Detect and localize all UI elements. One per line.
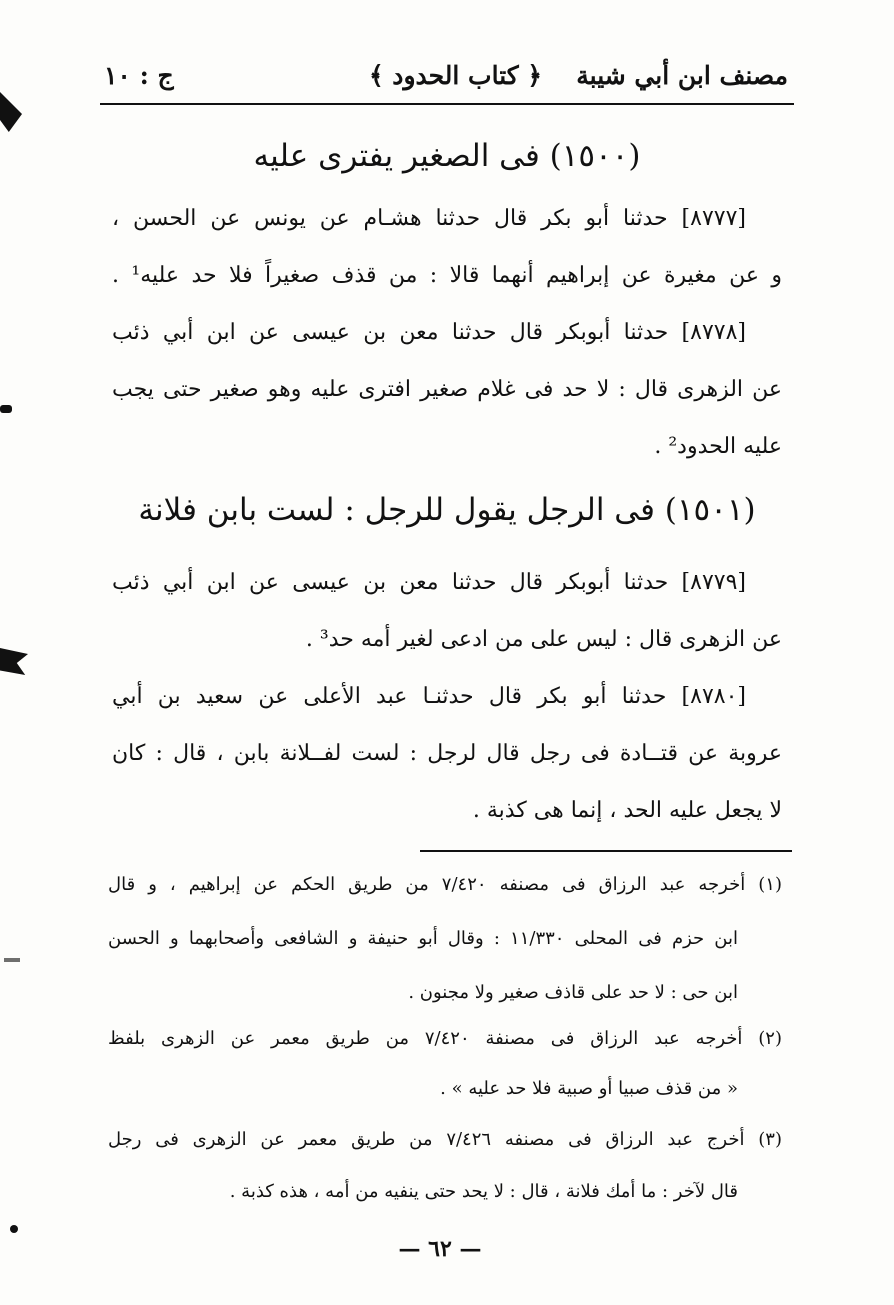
hadith-line: [٨٧٧٨] حدثنا أبوبكر قال حدثنا معن بن عيسى عن ابن أبي ذئب — [112, 320, 746, 345]
footnote-line: قال لآخر : ما أمك فلانة ، قال : لا يحد حتى ينفيه من أمه ، هذه كذبة . — [229, 1181, 738, 1202]
hadith-line: عليه الحدود² . — [654, 434, 782, 459]
footnote-line: (١) أخرجه عبد الرزاق فى مصنفه ٧/٤٢٠ من طريق الحكم عن إبراهيم ، و قال — [108, 874, 782, 895]
scan-edge-mark — [0, 405, 12, 413]
section-title: (١٥٠٠) فى الصغير يفترى عليه — [253, 138, 641, 174]
scan-edge-mark — [0, 645, 28, 675]
footnote-line: « من قذف صبيا أو صبية فلا حد عليه » . — [440, 1078, 738, 1099]
hadith-line: [٨٧٨٠] حدثنا أبو بكر قال حدثنـا عبد الأعلى عن سعيد بن أبي — [112, 684, 746, 709]
footnote-line: ابن حى : لا حد على قاذف صغير ولا مجنون . — [408, 982, 738, 1003]
hadith-line: و عن مغيرة عن إبراهيم أنهما قالا : من قذف صغيراً فلا حد عليه¹ . — [112, 263, 782, 288]
header-book-title: مصنف ابن أبي شيبة — [576, 61, 788, 90]
hadith-line: عن الزهرى قال : ليس على من ادعى لغير أمه حد³ . — [305, 627, 782, 652]
footnote-line: (٣) أخرج عبد الرزاق فى مصنفه ٧/٤٢٦ من طريق معمر عن الزهرى فى رجل — [108, 1129, 782, 1150]
hadith-line: لا يجعل عليه الحد ، إنما هى كذبة . — [472, 798, 782, 823]
footnote-line: (٢) أخرجه عبد الرزاق فى مصنفة ٧/٤٢٠ من طريق معمر عن الزهرى بلفظ — [108, 1028, 782, 1049]
header-rule — [100, 103, 794, 105]
running-header — [100, 58, 792, 102]
scan-edge-mark — [4, 958, 20, 962]
scan-edge-mark — [10, 1225, 18, 1233]
header-chapter-title: ﴿ كتاب الحدود ﴾ — [368, 61, 542, 90]
scan-edge-mark — [0, 92, 22, 132]
page-number: — ٦٢ — — [398, 1236, 482, 1262]
header-volume: ج : ١٠ — [104, 61, 174, 90]
section-title: (١٥٠١) فى الرجل يقول للرجل : لست بابن فلانة — [138, 492, 756, 528]
hadith-line: عروبة عن قتــادة فى رجل قال لرجل : لست لفــلانة بابن ، قال : كان — [112, 741, 782, 766]
footnote-rule — [420, 850, 792, 852]
hadith-line: [٨٧٧٧] حدثنا أبو بكر قال حدثنا هشـام عن يونس عن الحسن ، — [112, 206, 746, 231]
footnote-line: ابن حزم فى المحلى ١١/٣٣٠ : وقال أبو حنيفة و الشافعى وأصحابهما و الحسن — [108, 928, 738, 949]
hadith-line: عن الزهرى قال : لا حد فى غلام صغير افترى عليه وهو صغير حتى يجب — [112, 377, 782, 402]
hadith-line: [٨٧٧٩] حدثنا أبوبكر قال حدثنا معن بن عيسى عن ابن أبي ذئب — [112, 570, 746, 595]
